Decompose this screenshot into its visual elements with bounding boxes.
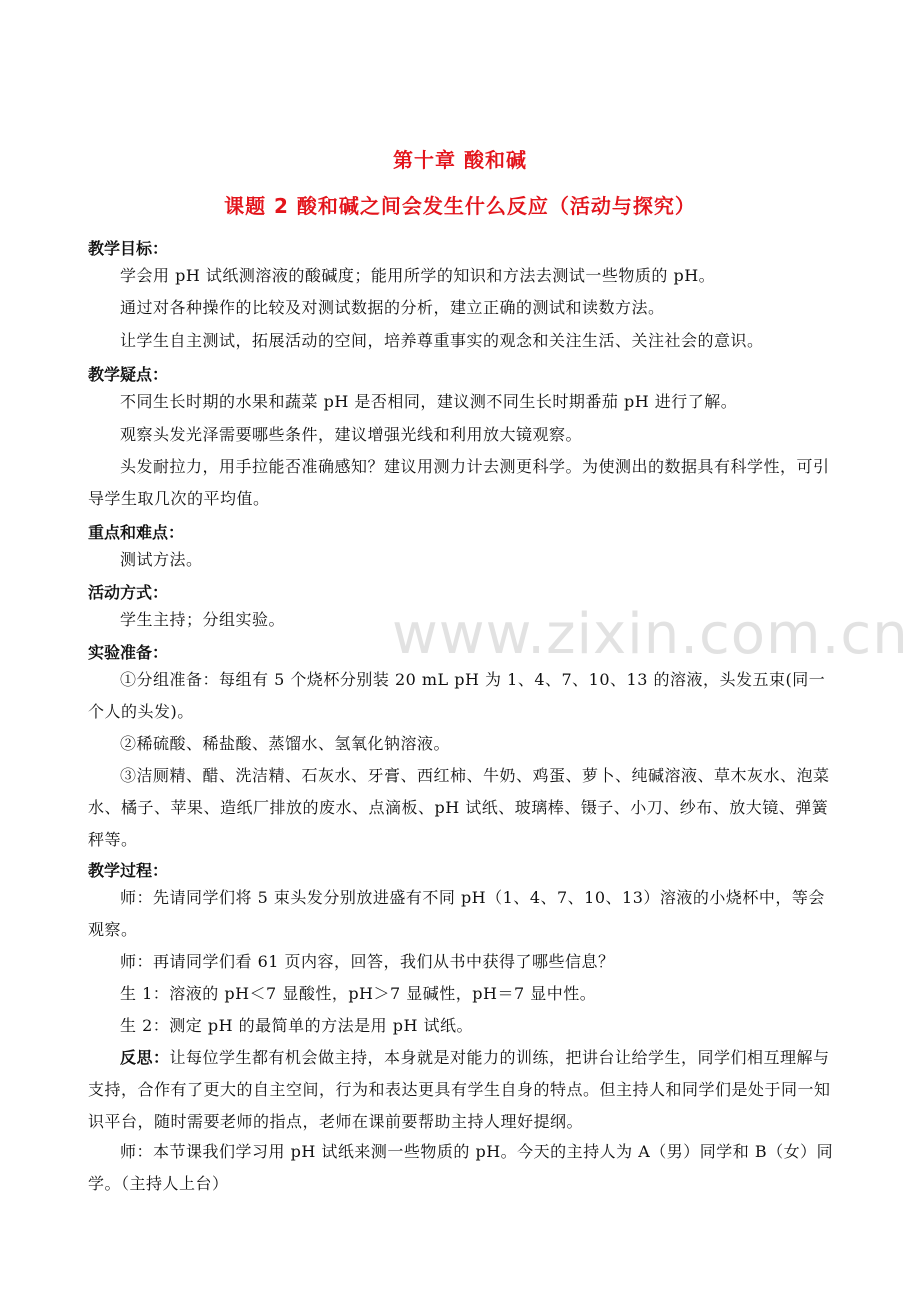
process-paragraph: 师：再请同学们看 61 页内容，回答，我们从书中获得了哪些信息？ xyxy=(120,952,615,971)
process-paragraph: 生 1：溶液的 pH＜7 显酸性，pH＞7 显碱性，pH＝7 显中性。 xyxy=(120,984,597,1003)
doubts-paragraph: 头发耐拉力，用手拉能否准确感知？建议用测力计去测更科学。为使测出的数据具有科学性，可引导学生取几次的平均值。 xyxy=(88,457,830,508)
goals-paragraph: 学会用 pH 试纸测溶液的酸碱度；能用所学的知识和方法去测试一些物质的 pH。 xyxy=(120,266,716,285)
prep-heading: 实验准备： xyxy=(88,643,169,662)
keypoints-heading: 重点和难点： xyxy=(88,523,185,542)
process-heading: 教学过程： xyxy=(88,861,169,880)
process-paragraph: 师：先请同学们将 5 束头发分别放进盛有不同 pH（1、4、7、10、13）溶液的小烧杯中，等会观察。 xyxy=(88,888,825,939)
keypoints-paragraph: 测试方法。 xyxy=(120,550,203,569)
prep-paragraph: ①分组准备：每组有 5 个烧杯分别装 20 mL pH 为 1、4、7、10、13 的溶液，头发五束(同一个人的头发)。 xyxy=(88,670,826,721)
activity-paragraph: 学生主持；分组实验。 xyxy=(120,610,286,629)
reflection-paragraph xyxy=(88,1042,840,1138)
reflection-text: 让每位学生都有机会做主持，本身就是对能力的训练，把讲台让给学生，同学们相互理解与支持，合作有了更大的自主空间，行为和表达更具有学生自身的特点。但主持人和同学们是处于同一知识平台，随时需要老师的指点，老师在课前要帮助主持人理好提纲。 xyxy=(88,1048,831,1131)
prep-paragraph: ③洁厕精、醋、洗洁精、石灰水、牙膏、西红柿、牛奶、鸡蛋、萝卜、纯碱溶液、草木灰水、泡菜水、橘子、苹果、造纸厂排放的废水、点滴板、pH 试纸、玻璃棒、镊子、小刀、纱布、放大镜、弹簧秤等。 xyxy=(88,766,830,849)
goals-heading: 教学目标： xyxy=(88,239,169,258)
goals-paragraph: 让学生自主测试，拓展活动的空间，培养尊重事实的观念和关注生活、关注社会的意识。 xyxy=(120,331,764,350)
process-paragraph: 生 2：测定 pH 的最简单的方法是用 pH 试纸。 xyxy=(120,1016,474,1035)
lesson-title: 课题 2 酸和碱之间会发生什么反应（活动与探究） xyxy=(224,194,696,218)
doubts-paragraph: 观察头发光泽需要哪些条件，建议增强光线和利用放大镜观察。 xyxy=(120,425,583,444)
doubts-paragraph: 不同生长时期的水果和蔬菜 pH 是否相同，建议测不同生长时期番茄 pH 进行了解。 xyxy=(120,392,738,411)
doubts-heading: 教学疑点： xyxy=(88,365,169,384)
reflection-label: 反思： xyxy=(120,1048,170,1067)
watermark: www.zixin.com.cn xyxy=(392,602,909,667)
goals-paragraph: 通过对各种操作的比较及对测试数据的分析，建立正确的测试和读数方法。 xyxy=(120,298,665,317)
activity-heading: 活动方式： xyxy=(88,583,169,602)
process-final-paragraph: 师：本节课我们学习用 pH 试纸来测一些物质的 pH。今天的主持人为 A（男）同学和 B（女）同学。（主持人上台） xyxy=(88,1142,834,1193)
prep-paragraph: ②稀硫酸、稀盐酸、蒸馏水、氢氧化钠溶液。 xyxy=(120,734,451,753)
chapter-title: 第十章 酸和碱 xyxy=(393,148,527,172)
